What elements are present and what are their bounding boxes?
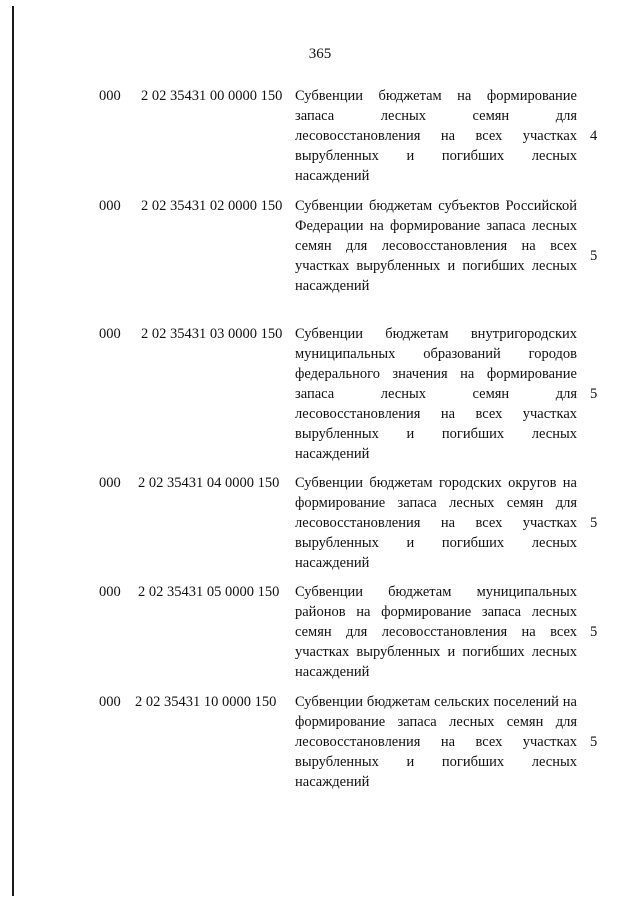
row-value: 5 [590,248,598,264]
row-value: 4 [590,128,598,144]
budget-classification-code: 2 02 35431 02 0000 150 [141,198,283,214]
row-value: 5 [590,515,598,531]
budget-classification-code: 2 02 35431 04 0000 150 [138,475,280,491]
row-description: Субвенции бюджетам внутригородских муниципальных образований городов федерального значения на формирование запаса лесных семян для лесовосстановления на всех участках вырубленных и погибших лесных насаждений [295,326,577,462]
admin-code: 000 [99,694,121,710]
row-description: Субвенции бюджетам муниципальных районов на формирование запаса лесных семян для лесовосстановления на всех участках вырубленных и погибших лесных насаждений [295,584,577,680]
row-description: Субвенции бюджетам на формирование запаса лесных семян для лесовосстановления на всех участках вырубленных и погибших лесных насаждений [295,88,577,184]
budget-classification-code: 2 02 35431 10 0000 150 [135,694,277,710]
admin-code: 000 [99,475,121,491]
row-description: Субвенции бюджетам субъектов Российской Федерации на формирование запаса лесных семян для лесовосстановления на всех участках вырубленных и погибших лесных насаждений [295,198,577,294]
row-value: 5 [590,386,598,402]
budget-classification-code: 2 02 35431 03 0000 150 [141,326,283,342]
budget-classification-code: 2 02 35431 00 0000 150 [141,88,283,104]
admin-code: 000 [99,88,121,104]
page-number: 365 [308,46,332,62]
admin-code: 000 [99,198,121,214]
row-value: 5 [590,734,598,750]
row-description: Субвенции бюджетам городских округов на формирование запаса лесных семян для лесовосстановления на всех участках вырубленных и погибших лесных насаждений [295,475,577,571]
row-description: Субвенции бюджетам сельских поселений на формирование запаса лесных семян для лесовосстановления на всех участках вырубленных и погибших лесных насаждений [295,694,577,790]
row-value: 5 [590,624,598,640]
budget-classification-code: 2 02 35431 05 0000 150 [138,584,280,600]
admin-code: 000 [99,326,121,342]
admin-code: 000 [99,584,121,600]
page-left-border [12,6,14,896]
